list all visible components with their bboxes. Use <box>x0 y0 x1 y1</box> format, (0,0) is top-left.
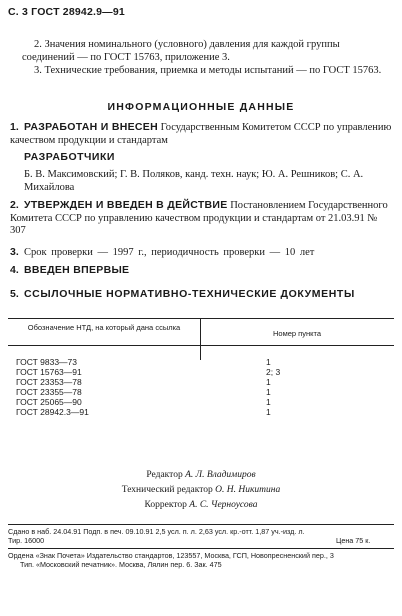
section-2-text: Постановлением Государственного Комитета СССР по управлению качеством продукции и стандартам от 21.03.91 № 307 <box>10 200 388 236</box>
table-row-item: 1 <box>266 397 271 407</box>
page-header: С. 3 ГОСТ 28942.9—91 <box>8 6 125 18</box>
table-row-item: 1 <box>266 407 271 417</box>
tech-editor-line <box>0 485 402 495</box>
table-top-rule <box>8 318 394 319</box>
corrector-line <box>0 500 402 510</box>
developers-title: РАЗРАБОТЧИКИ <box>24 151 115 163</box>
table-column-divider <box>200 318 201 360</box>
tech-editor-role: Технический редактор <box>121 485 213 495</box>
imprint-printer: Тип. «Московский печатник». Москва, Лялин пер. 6. Зак. 475 <box>20 560 222 569</box>
section-4 <box>10 264 394 278</box>
imprint-top-rule <box>8 524 394 525</box>
imprint-circulation: Тир. 16000 <box>8 536 45 545</box>
editor-name: А. Л. Владимиров <box>185 470 256 480</box>
table-row-doc: ГОСТ 25065—90 <box>16 397 82 407</box>
table-row-doc: ГОСТ 15763—91 <box>16 367 82 377</box>
section-1-number: 1. <box>10 121 19 133</box>
paragraph-2: 2. Значения номинального (условного) давления для каждой группы соединений — по ГОСТ 15763, приложение 3. <box>22 39 340 63</box>
info-data-title: ИНФОРМАЦИОННЫЕ ДАННЫЕ <box>107 101 295 113</box>
section-5-heading: ССЫЛОЧНЫЕ НОРМАТИВНО-ТЕХНИЧЕСКИЕ ДОКУМЕНТЫ <box>24 288 355 300</box>
table-row-doc: ГОСТ 23353—78 <box>16 377 82 387</box>
table-row-item: 1 <box>266 357 271 367</box>
table-row-doc: ГОСТ 9833—73 <box>16 357 78 367</box>
corrector-name: А. С. Черноусова <box>189 500 258 510</box>
section-2-number: 2. <box>10 199 19 211</box>
table-row-item: 1 <box>266 377 271 387</box>
table-row-doc: ГОСТ 28942.3—91 <box>16 407 89 417</box>
section-5-number: 5. <box>10 288 19 300</box>
imprint-price: Цена 75 к. <box>336 536 371 545</box>
section-4-heading: ВВЕДЕН ВПЕРВЫЕ <box>24 264 130 276</box>
section-1 <box>10 121 394 147</box>
table-row-item: 1 <box>266 387 271 397</box>
imprint-mid-rule <box>8 548 394 549</box>
paragraph-3: 3. Технические требования, приемка и методы испытаний — по ГОСТ 15763. <box>34 65 382 76</box>
tech-editor-name: О. Н. Никитина <box>215 485 281 495</box>
table-header-item: Номер пункта <box>272 329 321 338</box>
editor-role: Редактор <box>146 470 183 480</box>
section-3 <box>10 246 394 260</box>
table-row-doc: ГОСТ 23355—78 <box>16 387 82 397</box>
section-2-heading: УТВЕРЖДЕН И ВВЕДЕН В ДЕЙСТВИЕ <box>24 199 228 211</box>
table-header-document: Обозначение НТД, на который дана ссылка <box>27 323 181 332</box>
imprint-line-1: Сдано в наб. 24.04.91 Подп. в печ. 09.10.91 2,5 усл. п. л. 2,63 усл. кр.-отт. 1,87 уч.-изд. л. <box>8 527 305 536</box>
corrector-role: Корректор <box>144 500 187 510</box>
table-header-rule <box>8 345 394 346</box>
section-2 <box>10 199 394 238</box>
section-3-number: 3. <box>10 246 19 258</box>
section-4-number: 4. <box>10 264 19 276</box>
section-1-heading: РАЗРАБОТАН И ВНЕСЕН <box>24 121 158 133</box>
section-3-text: Срок проверки — 1997 г., периодичность проверки — 10 лет <box>24 247 315 258</box>
table-row-item: 2; 3 <box>266 367 281 377</box>
section-1-text: Государственным Комитетом СССР по управлению качеством продукции и стандартам <box>10 122 392 146</box>
editor-line <box>0 470 402 480</box>
developers-list: Б. В. Максимовский; Г. В. Поляков, канд. техн. наук; Ю. А. Решников; С. А. Михайлова <box>24 169 364 193</box>
imprint-publisher: Ордена «Знак Почета» Издательство стандартов, 123557, Москва, ГСП, Новопресненский пер., 3 <box>8 551 334 560</box>
section-5 <box>10 288 394 302</box>
